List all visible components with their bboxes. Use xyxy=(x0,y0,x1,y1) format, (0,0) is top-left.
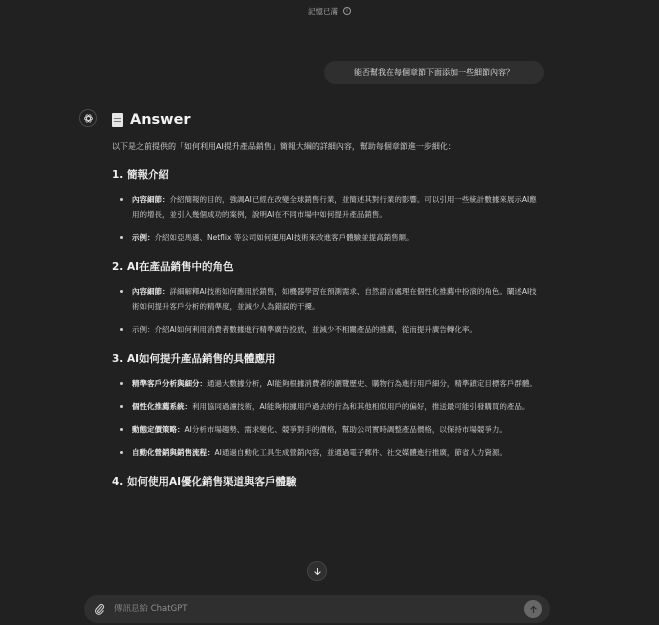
list-item xyxy=(112,230,542,245)
chatgpt-logo-icon xyxy=(79,109,97,127)
list-item xyxy=(112,422,542,437)
bullet-text: 利用協同過濾技術，AI能夠根據用戶過去的行為和其他相似用戶的偏好，推送最可能引發購買的產品。 xyxy=(192,402,530,411)
user-message-text: 能否幫我在每個章節下面添加一些細節內容？ xyxy=(354,68,514,77)
section-bullets xyxy=(112,284,542,337)
section-title: 2. AI在產品銷售中的角色 xyxy=(112,261,234,273)
assistant-message xyxy=(112,109,542,499)
answer-intro: 以下是之前提供的「如何利用AI提升產品銷售」簡報大綱的詳細內容，幫助每個章節進一步細化： xyxy=(112,142,456,151)
section-bullets xyxy=(112,192,542,245)
bullet-key: 內容細節： xyxy=(132,287,170,296)
memory-status-text: 記憶已滿 xyxy=(308,6,338,16)
answer-header xyxy=(112,109,542,131)
bullet-text: 示例：介紹AI如何利用消費者數據進行精準廣告投放，並減少不相關產品的推薦，從而提升廣告轉化率。 xyxy=(132,325,477,334)
send-button[interactable] xyxy=(524,600,542,618)
section-3 xyxy=(112,351,542,460)
bullet-key: 動態定價策略： xyxy=(132,425,185,434)
section-bullets xyxy=(112,376,542,460)
bullet-key: 精準客戶分析與細分： xyxy=(132,379,207,388)
bullet-key: 內容細節： xyxy=(132,195,170,204)
list-item xyxy=(112,399,542,414)
section-title: 1. 簡報介紹 xyxy=(112,169,169,181)
document-icon xyxy=(112,113,123,127)
bullet-text: AI分析市場趨勢、需求變化、競爭對手的價格，幫助公司實時調整產品價格，以保持市場競爭力。 xyxy=(184,425,507,434)
section-title: 3. AI如何提升產品銷售的具體應用 xyxy=(112,353,276,365)
bullet-text: 通過大數據分析，AI能夠根據消費者的瀏覽歷史、購物行為進行用戶細分，精準鎖定目標客戶群體。 xyxy=(207,379,537,388)
bullet-text: 介紹簡報的目的，強調AI已經在改變全球銷售行業，並簡述其對行業的影響。可以引用一些統計數據來展示AI應用的增長，並引入幾個成功的案例，說明AI在不同市場中如何提升產品銷售。 xyxy=(132,195,537,219)
bullet-text: 介紹如亞馬遜、Netflix 等公司如何運用AI技術來改進客戶體驗並提高銷售額。 xyxy=(154,233,414,242)
bullet-text: 詳細解釋AI技術如何應用於銷售，如機器學習在預測需求、自然語言處理在個性化推薦中扮演的角色。闡述AI技術如何提升客戶分析的精準度，並減少人為錯誤的干擾。 xyxy=(132,287,537,311)
list-item xyxy=(112,445,542,460)
list-item xyxy=(112,284,542,314)
bullet-key: 自動化營銷與銷售流程： xyxy=(132,448,215,457)
section-1 xyxy=(112,167,542,245)
content-fade xyxy=(0,555,659,590)
paperclip-icon[interactable] xyxy=(92,602,106,616)
bullet-key: 示例： xyxy=(132,233,155,242)
bullet-key: 個性化推薦系統： xyxy=(132,402,192,411)
list-item xyxy=(112,376,542,391)
message-input[interactable] xyxy=(114,604,524,614)
memory-status-bar[interactable] xyxy=(0,4,659,18)
section-2 xyxy=(112,259,542,337)
answer-title: Answer xyxy=(130,112,191,128)
arrow-up-icon xyxy=(529,605,538,614)
arrow-down-icon xyxy=(313,567,322,576)
section-title: 4. 如何使用AI優化銷售渠道與客戶體驗 xyxy=(112,476,297,488)
bullet-text: AI通過自動化工具生成營銷內容，並通過電子郵件、社交媒體進行推廣，節省人力資源。 xyxy=(214,448,507,457)
message-composer xyxy=(84,595,550,623)
list-item xyxy=(112,322,542,337)
scroll-to-bottom-button[interactable] xyxy=(307,561,327,581)
section-4 xyxy=(112,474,542,489)
info-icon[interactable]: i xyxy=(343,7,351,15)
list-item xyxy=(112,192,542,222)
user-message-bubble xyxy=(324,61,544,84)
